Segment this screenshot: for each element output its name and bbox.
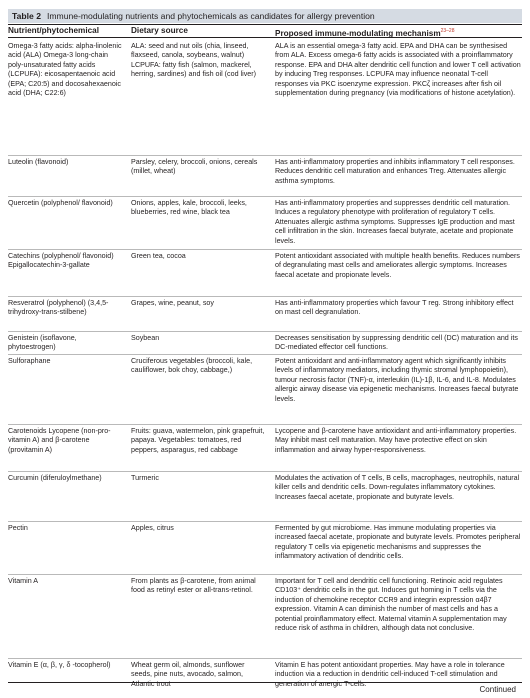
- table-header: [8, 24, 522, 38]
- header-dietary-source: Dietary source: [131, 26, 188, 35]
- source-cell: Parsley, celery, broccoli, onions, cereals (millet, wheat): [131, 158, 258, 176]
- nutrient-cell: Carotenoids Lycopene (non-pro-vitamin A) and β-carotene (provitamin A): [8, 427, 111, 454]
- source-cell: Fruits: guava, watermelon, pink grapefruit, papaya. Vegetables: tomatoes, red peppers, asparagus, red cabbage: [131, 427, 265, 454]
- mechanism-cell: Fermented by gut microbiome. Has immune modulating properties via increased faecal acetate, propionate and butyrate levels. Promotes peripheral regulatory T cells via epigenetic mechanisms and suppresses the inflammatory activation of dendritic cells.: [275, 524, 521, 561]
- header-nutrient: Nutrient/phytochemical: [8, 26, 99, 35]
- nutrient-cell: Luteolin (flavonoid): [8, 158, 69, 166]
- header-mechanism-label: Proposed immune-modulating mechanism: [275, 29, 441, 38]
- source-cell: From plants as β-carotene, from animal food as retinyl ester or all-trans-retinol.: [131, 577, 256, 595]
- table-row: [8, 332, 522, 355]
- mechanism-cell: Has anti-inflammatory properties which favour T reg. Strong inhibitory effect on mast cell degranulation.: [275, 299, 514, 317]
- table-row: [8, 250, 522, 297]
- table-row: [8, 40, 522, 156]
- table-row: [8, 425, 522, 472]
- source-cell: Green tea, cocoa: [131, 252, 186, 260]
- source-cell: Apples, citrus: [131, 524, 174, 532]
- continued-label: Continued: [479, 685, 516, 694]
- mechanism-cell: Potent antioxidant and anti-inflammatory agent which significantly inhibits levels of inflammatory mediators, including thymic stromal lymphopoietin), tumour necrosis factor (TNF)-α, interleukin (IL)-1β, IL-6, and IL-8. Modulates allergic airway disease via epigenetic mechanisms. Increases faecal butyrate levels.: [275, 357, 519, 403]
- table-row: [8, 575, 522, 659]
- mechanism-cell: Has anti-inflammatory properties and inhibits inflammatory T cell responses. Reduces dendritic cell maturation and enhances Treg. Attenuates allergic asthma symptoms.: [275, 158, 515, 185]
- mechanism-cell: Decreases sensitisation by suppressing dendritic cell (DC) maturation and its DC-mediated effector cell functions.: [275, 334, 518, 352]
- table-row: [8, 472, 522, 522]
- source-cell: Wheat germ oil, almonds, sunflower seeds, pine nuts, avocado, salmon, Atlantic trout: [131, 661, 245, 688]
- mechanism-cell: Vitamin E has potent antioxidant properties. May have a role in tolerance induction via a reduction in dendritic cell-induced T-cell stimulation and generation of anergic T-cells.: [275, 661, 505, 688]
- nutrient-cell: Sulforaphane: [8, 357, 51, 365]
- table-caption: [8, 9, 522, 23]
- table-row: [8, 355, 522, 425]
- nutrient-cell: Pectin: [8, 524, 28, 532]
- header-mechanism-refs: 23–28: [440, 28, 455, 34]
- nutrient-cell: Quercetin (polyphenol/ flavonoid): [8, 199, 113, 207]
- mechanism-cell: Potent antioxidant associated with multiple health benefits. Reduces numbers of degranulating mast cells and ameliorates allergic symptoms. Increases faecal acetate and propionate levels.: [275, 252, 520, 279]
- mechanism-cell: ALA is an essential omega-3 fatty acid. EPA and DHA can be synthesised from ALA. Excess omega-6 fatty acids is associated with a proinflammatory response. EPA and DHA alter dendritic cell function and lower T cell activation by inducing Treg responses. LCPUFA may influence neonatal T-cell responses via PKC isoenzyme expression. PKCζ increases after fish oil supplementation during pregnancy (via modifications of histone acetylation).: [275, 42, 521, 98]
- table-row: [8, 522, 522, 575]
- table-row: [8, 297, 522, 332]
- nutrient-cell: Curcumin (diferuloylmethane): [8, 474, 102, 482]
- nutrient-cell: Omega-3 fatty acids: alpha-linolenic acid (ALA) Omega-3 long-chain poly-unsaturated fatty acids (LCPUFA): eicosapentaenoic acid (EPA; C20:5) and docosahexaenoic acid (DHA; C22:6): [8, 42, 122, 98]
- nutrient-cell: Catechins (polyphenol/ flavonoid) Epigallocatechin-3-gallate: [8, 252, 114, 270]
- mechanism-cell: Lycopene and β-carotene have antioxidant and anti-inflammatory properties. May inhibit mast cell maturation. May have protective effect on skin inflammation and airway hyper-responsiveness.: [275, 427, 517, 454]
- table-row: [8, 659, 522, 688]
- source-cell: Turmeric: [131, 474, 159, 482]
- source-cell: Onions, apples, kale, broccoli, leeks, blueberries, red wine, black tea: [131, 199, 247, 217]
- nutrient-cell: Vitamin A: [8, 577, 39, 585]
- table-row: [8, 156, 522, 197]
- source-cell: Soybean: [131, 334, 160, 342]
- nutrient-cell: Genistein (isoflavone, phytoestrogen): [8, 334, 77, 352]
- source-cell: Grapes, wine, peanut, soy: [131, 299, 214, 307]
- nutrient-cell: Resveratrol (polyphenol) (3,4,5-trihydroxy-trans-stilbene): [8, 299, 109, 317]
- source-cell: ALA: seed and nut oils (chia, linseed, flaxseed, canola, soybeans, walnut) LCPUFA: fatty fish (salmon, mackerel, herring, sardines) and fish oil (cod liver): [131, 42, 257, 79]
- mechanism-cell: Has anti-inflammatory properties and suppresses dendritic cell maturation. Induces a regulatory phenotype with proliferation of regulatory T cells. Attenuates allergic asthma symptoms. Suppresses IgE production and mast cell infiltration in the skin. Increases faecal butyrate, acetate and propionate levels.: [275, 199, 515, 245]
- source-cell: Cruciferous vegetables (broccoli, kale, cauliflower, bok choy, cabbage,): [131, 357, 253, 375]
- nutrient-cell: Vitamin E (α, β, γ, δ -tocopherol): [8, 661, 111, 669]
- table-title: Immune-modulating nutrients and phytochemicals as candidates for allergy prevention: [46, 11, 375, 21]
- table-label: Table 2: [12, 11, 41, 21]
- table-row: [8, 197, 522, 250]
- mechanism-cell: Modulates the activation of T cells, B cells, macrophages, neutrophils, natural killer cells and dendritic cells. Down-regulates inflammatory cytokines. Increases faecal acetate, propionate and butyrate levels.: [275, 474, 520, 501]
- header-mechanism: [275, 25, 455, 40]
- mechanism-cell: Important for T cell and dendritic cell functioning. Retinoic acid regulates CD103⁺ dendritic cells in the gut. Induces gut homing in T cells via the induction of chemokine receptor CCR9 and integrin expression α4β7 expression. Vitamin A can diminish the number of mast cells and has a potential proinflammatory effect. Maternal vitamin A supplementation may reduce risk of asthma in children, although data not conclusive.: [275, 577, 507, 633]
